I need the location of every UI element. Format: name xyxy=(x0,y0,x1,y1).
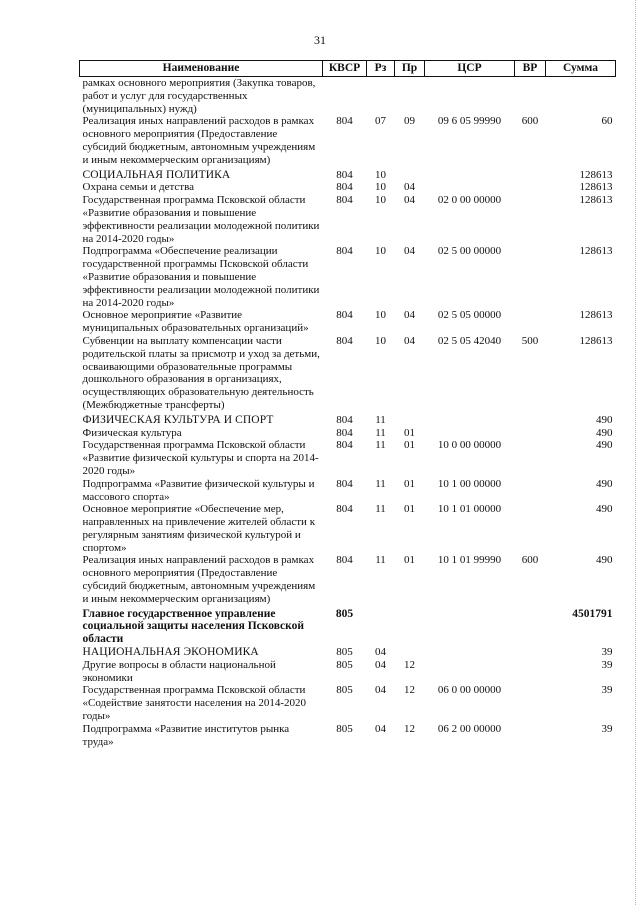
cell-vr xyxy=(515,439,546,477)
cell-kvsr: 804 xyxy=(336,194,353,207)
cell-rz: 11 xyxy=(375,439,386,452)
table-row xyxy=(80,659,616,685)
cell-vr xyxy=(515,412,546,427)
cell-vr xyxy=(515,478,546,504)
cell-vr xyxy=(515,77,546,116)
cell-name: Государственная программа Псковской области «Развитие физической культуры и спорта на 2014-2020 годы» xyxy=(82,439,319,477)
cell-rz: 10 xyxy=(375,245,386,258)
cell-kvsr: 804 xyxy=(336,503,353,516)
cell-kvsr: 805 xyxy=(336,684,353,697)
cell-kvsr: 804 xyxy=(336,439,353,452)
table-row xyxy=(80,181,616,194)
cell-kvsr: 804 xyxy=(336,413,353,426)
cell-pr: 12 xyxy=(404,684,415,697)
cell-kvsr xyxy=(323,77,367,116)
cell-kvsr: 805 xyxy=(336,646,353,659)
cell-name: Основное мероприятие «Развитие муниципальных образовательных организаций» xyxy=(82,309,309,335)
cell-vr xyxy=(515,723,546,749)
header-kvsr: КВСР xyxy=(323,61,367,77)
cell-csr xyxy=(425,646,515,659)
table-row xyxy=(80,115,616,166)
cell-csr: 06 0 00 00000 xyxy=(437,684,502,697)
cell-pr xyxy=(395,77,425,116)
cell-rz: 11 xyxy=(375,413,386,426)
cell-rz: 04 xyxy=(375,684,386,697)
cell-sum: 128613 xyxy=(579,181,613,194)
header-name: Наименование xyxy=(80,61,323,77)
cell-sum: 128613 xyxy=(579,168,613,181)
cell-name: Реализация иных направлений расходов в рамках основного мероприятия (Предоставление субсидий бюджетным, автономным учреждениям и иным некоммерческим организациям) xyxy=(82,554,316,605)
cell-pr: 04 xyxy=(404,181,415,194)
table-row xyxy=(80,77,616,116)
cell-sum: 490 xyxy=(596,413,613,426)
cell-sum xyxy=(546,77,616,116)
cell-sum: 60 xyxy=(601,115,613,128)
cell-sum: 490 xyxy=(596,554,613,567)
table-row xyxy=(80,439,616,477)
cell-rz: 04 xyxy=(375,646,386,659)
cell-csr xyxy=(425,181,515,194)
cell-kvsr: 804 xyxy=(336,334,353,347)
table-row xyxy=(80,554,616,605)
cell-csr: 10 1 01 00000 xyxy=(437,503,502,516)
cell-pr xyxy=(395,646,425,659)
cell-csr: 09 6 05 99990 xyxy=(437,115,502,128)
table-row xyxy=(80,723,616,749)
cell-kvsr: 805 xyxy=(336,658,353,671)
cell-csr xyxy=(425,412,515,427)
page-number: 31 xyxy=(314,33,326,47)
cell-sum: 39 xyxy=(601,684,613,697)
cell-pr: 01 xyxy=(404,503,415,516)
cell-sum: 128613 xyxy=(579,245,613,258)
cell-rz: 11 xyxy=(375,426,386,439)
cell-rz: 07 xyxy=(375,115,386,128)
cell-pr: 12 xyxy=(404,722,415,735)
cell-vr xyxy=(515,427,546,440)
cell-vr: 600 xyxy=(521,115,539,128)
cell-kvsr: 804 xyxy=(336,554,353,567)
cell-pr: 12 xyxy=(404,658,415,671)
cell-csr: 02 5 05 00000 xyxy=(437,309,502,322)
table-row xyxy=(80,684,616,722)
table-row xyxy=(80,478,616,504)
cell-rz xyxy=(367,77,395,116)
cell-kvsr: 805 xyxy=(336,722,353,735)
cell-rz: 11 xyxy=(375,554,386,567)
cell-rz: 10 xyxy=(375,309,386,322)
cell-name: Физическая культура xyxy=(82,426,182,439)
cell-rz xyxy=(367,606,395,646)
cell-sum: 128613 xyxy=(579,309,613,322)
cell-csr: 10 1 00 00000 xyxy=(437,477,502,490)
cell-name: Основное мероприятие «Обеспечение мер, направленных на привлечение жителей области к регулярным занятиям физической культурой и спортом» xyxy=(82,503,316,554)
cell-sum: 128613 xyxy=(579,334,613,347)
cell-name: НАЦИОНАЛЬНАЯ ЭКОНОМИКА xyxy=(82,646,259,659)
cell-pr: 04 xyxy=(404,309,415,322)
cell-vr xyxy=(515,181,546,194)
table-row xyxy=(80,245,616,309)
table-row xyxy=(80,503,616,554)
table-row xyxy=(80,427,616,440)
cell-csr: 02 5 00 00000 xyxy=(437,245,502,258)
cell-vr xyxy=(515,194,546,245)
table-body xyxy=(80,77,616,749)
cell-rz: 04 xyxy=(375,722,386,735)
cell-csr: 06 2 00 00000 xyxy=(437,722,502,735)
cell-rz: 04 xyxy=(375,658,386,671)
table-row xyxy=(80,606,616,646)
cell-vr xyxy=(515,659,546,685)
cell-csr xyxy=(425,659,515,685)
cell-pr: 01 xyxy=(404,477,415,490)
cell-csr xyxy=(425,606,515,646)
cell-sum: 39 xyxy=(601,722,613,735)
cell-pr: 04 xyxy=(404,334,415,347)
cell-kvsr: 804 xyxy=(336,309,353,322)
cell-kvsr: 804 xyxy=(336,245,353,258)
cell-sum: 490 xyxy=(596,426,613,439)
cell-pr: 04 xyxy=(404,245,415,258)
cell-rz: 10 xyxy=(375,168,386,181)
cell-vr xyxy=(515,309,546,335)
cell-csr: 02 0 00 00000 xyxy=(437,194,502,207)
cell-csr xyxy=(425,427,515,440)
table-row xyxy=(80,646,616,659)
cell-sum: 490 xyxy=(596,503,613,516)
header-row xyxy=(80,61,616,77)
table-row xyxy=(80,335,616,412)
cell-vr xyxy=(515,684,546,722)
cell-rz: 10 xyxy=(375,334,386,347)
header-pr: Пр xyxy=(395,61,425,77)
cell-pr: 01 xyxy=(404,426,415,439)
cell-name: Реализация иных направлений расходов в рамках основного мероприятия (Предоставление субсидий бюджетным, автономным учреждениям и иным некоммерческим организациям) xyxy=(82,115,316,166)
cell-pr: 01 xyxy=(404,439,415,452)
cell-vr: 600 xyxy=(521,554,539,567)
cell-csr xyxy=(425,77,515,116)
cell-sum: 128613 xyxy=(579,194,613,207)
cell-sum: 490 xyxy=(596,477,613,490)
cell-csr xyxy=(425,167,515,182)
cell-name: рамках основного мероприятия (Закупка товаров, работ и услуг для государственных (муниципальных) нужд) xyxy=(82,77,316,115)
cell-sum: 4501791 xyxy=(572,607,613,620)
cell-vr xyxy=(515,245,546,309)
cell-name: Главное государственное управление социальной защиты населения Псковской области xyxy=(82,607,304,646)
header-rz: Рз xyxy=(367,61,395,77)
cell-name: СОЦИАЛЬНАЯ ПОЛИТИКА xyxy=(82,168,231,181)
cell-pr xyxy=(395,167,425,182)
cell-pr xyxy=(395,606,425,646)
budget-table xyxy=(79,60,616,748)
page-edge xyxy=(634,0,636,905)
cell-name: Подпрограмма «Развитие физической культуры и массового спорта» xyxy=(82,477,315,503)
cell-name: Государственная программа Псковской области «Содействие занятости населения на 2014-2020 годы» xyxy=(82,684,307,723)
header-csr: ЦСР xyxy=(425,61,515,77)
cell-name: Субвенции на выплату компенсации части родительской платы за присмотр и уход за детьми, осваивающими образовательные программы дошкольного образования в организациях, осуществляющих образовательную деятельность (Межбюджетные трансферты) xyxy=(82,334,320,411)
cell-name: Подпрограмма «Обеспечение реализации государственной программы Псковской области «Развитие образования и повышение эффективности реализации молодежной политики на 2014-2020 годы» xyxy=(82,245,320,309)
cell-kvsr: 804 xyxy=(336,115,353,128)
cell-sum: 39 xyxy=(601,658,613,671)
cell-vr xyxy=(515,646,546,659)
table-row xyxy=(80,412,616,427)
cell-rz: 10 xyxy=(375,194,386,207)
cell-rz: 11 xyxy=(375,503,386,516)
cell-rz: 10 xyxy=(375,181,386,194)
header-vr: ВР xyxy=(515,61,546,77)
cell-kvsr: 804 xyxy=(336,181,353,194)
table-row xyxy=(80,194,616,245)
cell-kvsr: 804 xyxy=(336,168,353,181)
cell-sum: 39 xyxy=(601,646,613,659)
cell-sum: 490 xyxy=(596,439,613,452)
table-row xyxy=(80,309,616,335)
cell-kvsr: 804 xyxy=(336,477,353,490)
cell-kvsr: 804 xyxy=(336,426,353,439)
cell-pr: 04 xyxy=(404,194,415,207)
cell-csr: 02 5 05 42040 xyxy=(437,334,502,347)
cell-pr: 09 xyxy=(404,115,415,128)
table-row xyxy=(80,167,616,182)
cell-name: Другие вопросы в области национальной экономики xyxy=(82,658,276,684)
cell-name: ФИЗИЧЕСКАЯ КУЛЬТУРА И СПОРТ xyxy=(82,413,274,426)
cell-vr xyxy=(515,503,546,554)
cell-name: Подпрограмма «Развитие институтов рынка труда» xyxy=(82,722,290,748)
cell-csr: 10 1 01 99990 xyxy=(437,554,502,567)
cell-vr xyxy=(515,167,546,182)
cell-name: Государственная программа Псковской области «Развитие образования и повышение эффективности реализации молодежной политики на 2014-2020 годы» xyxy=(82,194,320,245)
cell-pr: 01 xyxy=(404,554,415,567)
header-sum: Сумма xyxy=(546,61,616,77)
cell-vr xyxy=(515,606,546,646)
cell-vr: 500 xyxy=(521,334,539,347)
cell-rz: 11 xyxy=(375,477,386,490)
cell-pr xyxy=(395,412,425,427)
cell-csr: 10 0 00 00000 xyxy=(437,439,502,452)
cell-kvsr: 805 xyxy=(335,607,354,620)
cell-name: Охрана семьи и детства xyxy=(82,181,195,194)
